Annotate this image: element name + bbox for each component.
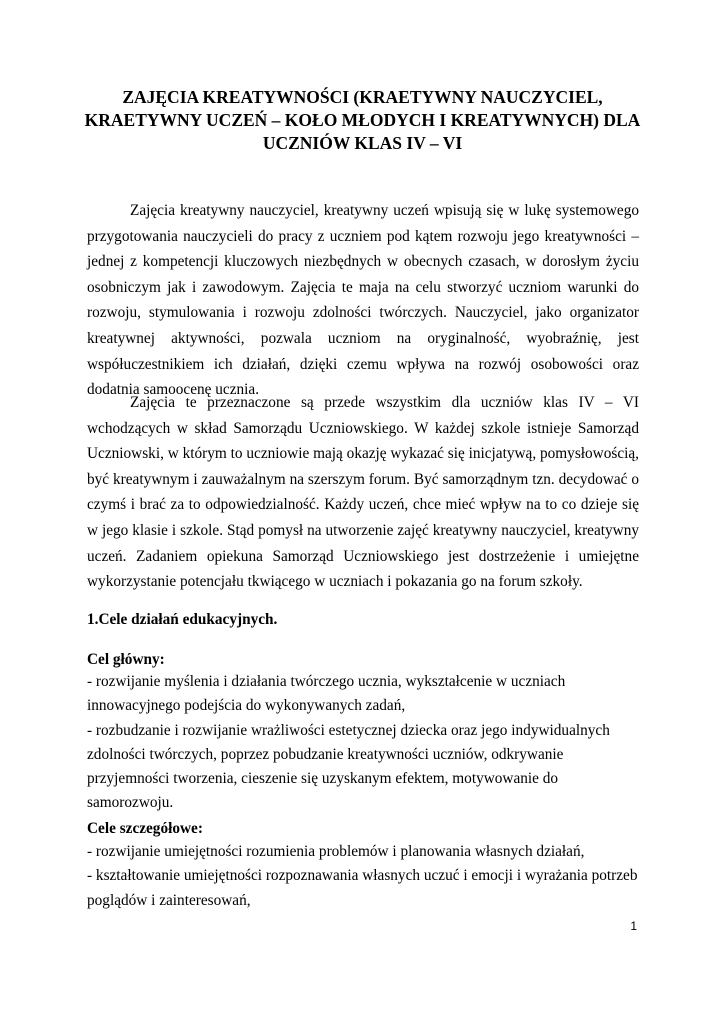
section-heading: 1.Cele działań edukacyjnych. xyxy=(87,611,278,628)
main-goal-list xyxy=(87,670,647,816)
specific-goals-heading: Cele szczegółowe: xyxy=(87,820,203,837)
main-goal-heading: Cel główny: xyxy=(87,651,165,668)
target-group-paragraph: Zajęcia te przeznaczone są przede wszystkim dla uczniów klas IV – VI wchodzących w skład Samorządu Uczniowskiego. W każdej szkole istnieje Samorząd Uczniowski, w którym to uczniowie mają okazję wykazać się inicjatywą, pomysłowością, być kreatywnym i zauważalnym na szerszym forum. Być samorządnym tzn. decydować o czymś i brać za to odpowiedzialność. Każdy uczeń, chce mieć wpływ na to co dzieje się w jego klasie i szkole. Stąd pomysł na utworzenie zajęć kreatywny nauczyciel, kreatywny uczeń. Zadaniem opiekuna Samorząd Uczniowskiego jest dostrzeżenie i umiejętne wykorzystanie potencjału tkwiącego w uczniach i pokazania go na forum szkoły. xyxy=(87,394,639,591)
main-goal-item: - rozwijanie myślenia i działania twórczego ucznia, wykształcenie w uczniach innowacyjnego podejścia do wykonywanych zadań, xyxy=(87,673,566,715)
specific-goal-item: - kształtowanie umiejętności rozpoznawania własnych uczuć i emocji i wyrażania potrzeb poglądów i zainteresowań, xyxy=(87,867,638,909)
intro-paragraph: Zajęcia kreatywny nauczyciel, kreatywny uczeń wpisują się w lukę systemowego przygotowania nauczycieli do pracy z uczniem pod kątem rozwoju jego kreatywności – jednej z kompetencji kluczowych niezbędnych w obecnych czasach, w dorosłym życiu osobniczym jak i zawodowym. Zajęcia te maja na celu stworzyć uczniom warunki do rozwoju, stymulowania i rozwoju zdolności twórczych. Nauczyciel, jako organizator kreatywnej aktywności, pozwala uczniom na oryginalność, wyobraźnię, jest współuczestnikiem ich działań, dzięki czemu wpływa na rozwój osobowości oraz dodatnia samoocenę ucznia. xyxy=(87,202,639,399)
specific-goal-item: - rozwijanie umiejętności rozumienia problemów i planowania własnych działań, xyxy=(87,843,585,860)
main-goal-item: - rozbudzanie i rozwijanie wrażliwości estetycznej dziecka oraz jego indywidualnych zdolności twórczych, poprzez pobudzanie kreatywności uczniów, odkrywanie przyjemności tworzenia, cieszenie się uzyskanym efektem, motywowanie do samorozwoju. xyxy=(87,721,610,812)
page-number: 1 xyxy=(630,919,637,933)
specific-goals-list xyxy=(87,840,647,913)
document-title: ZAJĘCIA KREATYWNOŚCI (KRAETYWNY NAUCZYCIEL, KRAETYWNY UCZEŃ – KOŁO MŁODYCH I KREATYWNYCH) DLA UCZNIÓW KLAS IV – VI xyxy=(84,87,641,153)
